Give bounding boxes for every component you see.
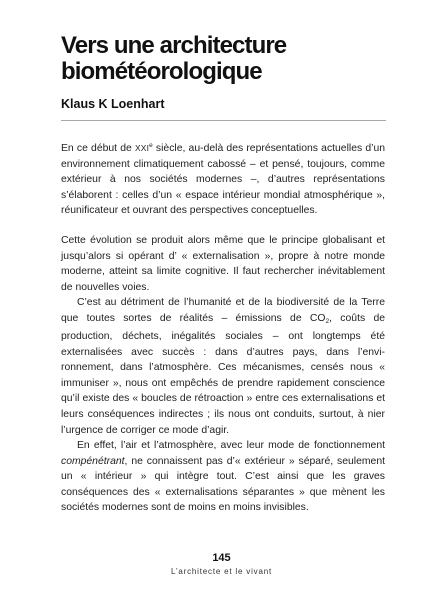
paragraph-atmosphere	[61, 438, 385, 516]
text-run: En effet, l’air et l’atmosphère, avec leur mode de fonctionnement	[77, 440, 385, 452]
title-line-2: biométéorologique	[61, 58, 262, 85]
separator-rule	[61, 120, 386, 121]
main-text	[61, 233, 385, 516]
title-line-1: Vers une architecture	[61, 32, 287, 59]
paragraph-detriment	[61, 295, 385, 438]
text-run: C’est au détriment de l’humanité et de la biodiversité de la Terre que toutes sortes de réalités – émissions de CO	[61, 297, 385, 324]
text-run: , ne connaissent pas d’« extérieur » séparé, seulement un « intérieur » qui intègre tout. C’est ainsi que les graves conséquences des « externalisations séparantes » que mènent les sociétés modernes sont de moins en moins invisibles.	[61, 455, 385, 514]
intro-paragraph	[61, 138, 385, 219]
century-numeral: XXI	[135, 143, 150, 153]
superscript: e	[149, 142, 153, 149]
article-title	[61, 33, 391, 85]
text-run: , coûts de production, déchets, inégalités sociales – ont longtemps été externalisées avec succès : dans d’autres pays, dans l’environnement, dans l’atmosphère. Ces mécanismes, censés nous « immuniser », nous ont empêchés de prendre rapidement conscience qu’il existe des « boucles de rétroaction » entre ces externalisations et leurs conséquences indirectes ; ils nous ont conduits, surtout, à nier l’urgence de corriger ce mode d’agir.	[61, 312, 386, 436]
paragraph-externalisation: Cette évolution se produit alors même que le principe globalisant et jusqu’alors si opérant d’ « externalisation », propre à notre monde moderne, atteint sa limite cognitive. Il faut rechercher inévitablement de nouvelles voies.	[61, 235, 385, 293]
text-run: En ce début de	[61, 143, 135, 154]
author-name: Klaus K Loenhart	[61, 97, 165, 111]
subscript: 2	[325, 317, 330, 325]
text-run: siècle, au-delà des représentations actuelles d’un environnement climatiquement cabossé – et pensé, toujours, comme extérieur à nos sociétés modernes –, d’autres représentations s’élaborent : celles d’un « espace intérieur mondial atmosphérique », réunificateur et ouvrant des perspectives conceptuelles.	[61, 143, 386, 217]
emphasis: compénétrant	[61, 455, 125, 467]
running-title: L’architecte et le vivant	[171, 567, 272, 576]
page-number: 145	[212, 552, 231, 564]
